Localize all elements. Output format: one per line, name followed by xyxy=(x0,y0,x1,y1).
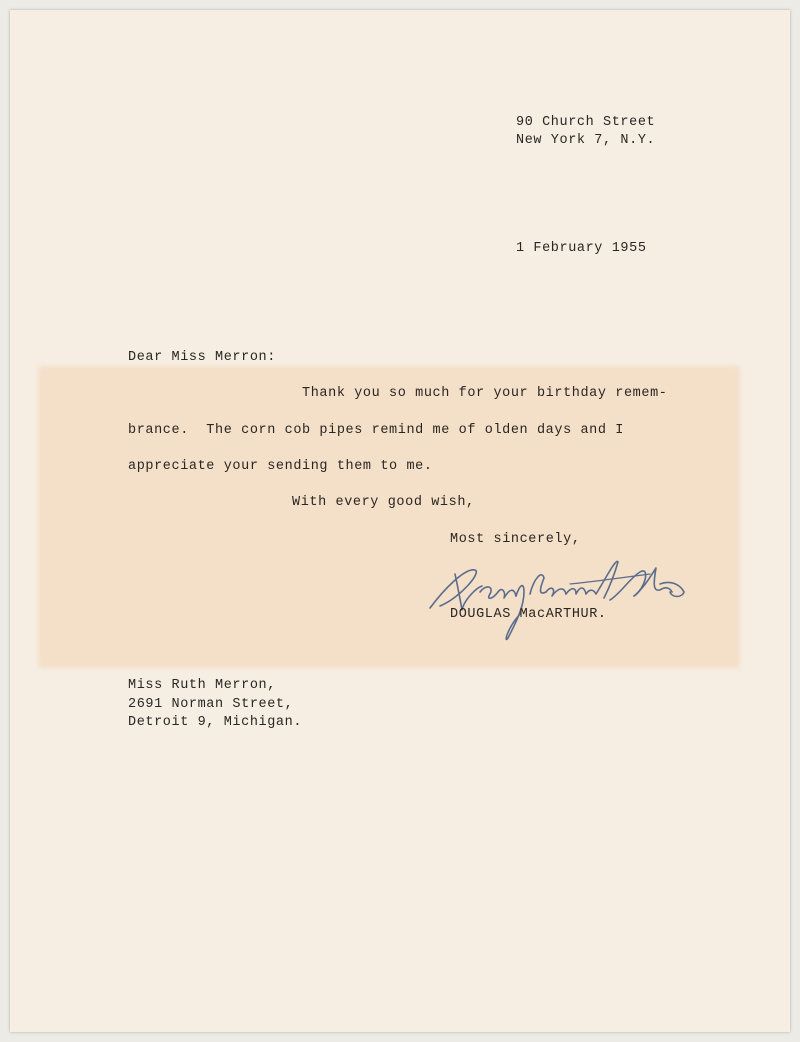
handwritten-signature xyxy=(420,548,700,648)
closing: Most sincerely, xyxy=(450,532,581,547)
well-wish: With every good wish, xyxy=(292,495,475,510)
body-line-3: appreciate your sending them to me. xyxy=(128,459,433,474)
typed-signature-name: DOUGLAS MacARTHUR. xyxy=(450,607,607,622)
recipient-city: Detroit 9, Michigan. xyxy=(128,715,303,730)
letter-date: 1 February 1955 xyxy=(516,241,647,256)
return-address-line-2: New York 7, N.Y. xyxy=(516,133,656,148)
body-line-2: brance. The corn cob pipes remind me of olden days and I xyxy=(128,423,624,438)
salutation: Dear Miss Merron: xyxy=(128,350,276,365)
recipient-street: 2691 Norman Street, xyxy=(128,697,294,712)
body-line-1: Thank you so much for your birthday remem- xyxy=(128,386,668,401)
return-address-line-1: 90 Church Street xyxy=(516,115,656,130)
recipient-name: Miss Ruth Merron, xyxy=(128,678,276,693)
